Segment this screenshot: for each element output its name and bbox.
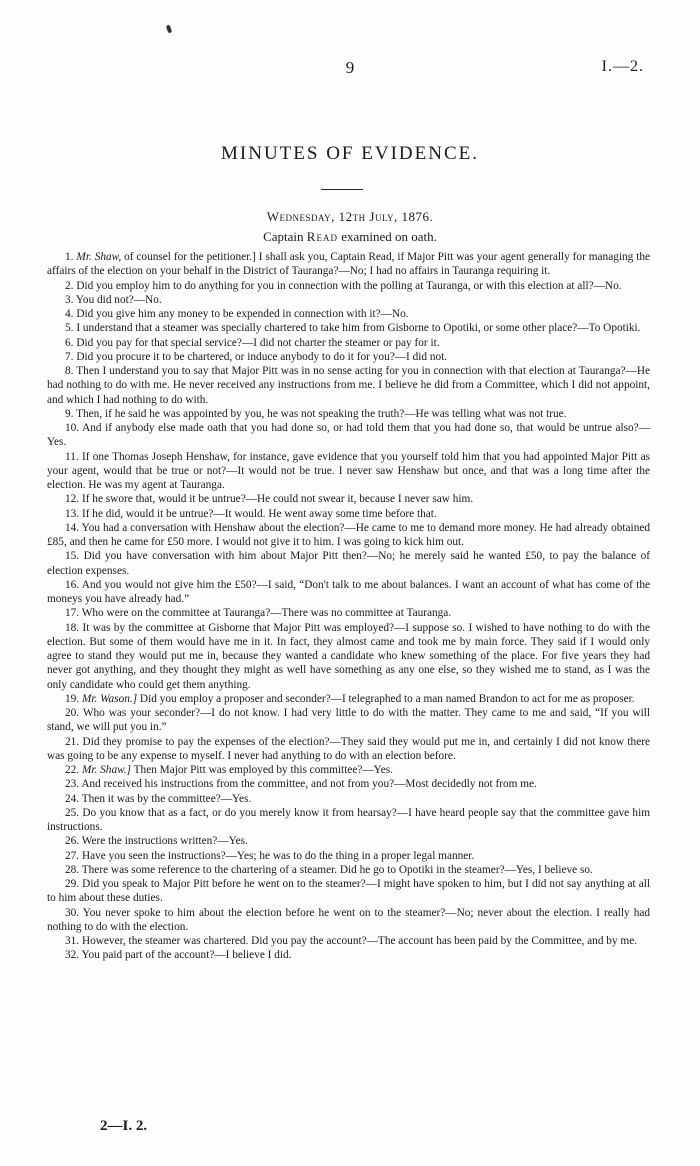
paragraph-text: Who was your seconder?—I do not know. I had very little to do with the matter. They came to me and said, “If you will stand, we will put you in.” [47, 707, 650, 734]
question-number: 2. [65, 279, 74, 292]
question-number: 20. [65, 707, 80, 719]
question-number: 7. [65, 350, 74, 363]
question-number: 32. [65, 949, 80, 962]
page-number: 9 [345, 58, 355, 77]
paragraph-text: Were the instructions written?—Yes. [81, 835, 248, 848]
paragraph-text: If one Thomas Joseph Henshaw, for instance, gave evidence that you yourself told him that you had appointed Major Pitt as your agent, would that be true or not?—It would not be true. I never saw Henshaw but once, and that was a long time after the election. He was my agent at Tauranga. [47, 450, 650, 491]
witness-heading [0, 229, 700, 245]
evidence-paragraph [47, 948, 650, 962]
paragraph-text: Do you know that as a fact, or do you merely know it from hearsay?—I have heard people say that the committee gave him instructions. [47, 806, 651, 833]
evidence-paragraph [47, 350, 650, 364]
question-number: 3. [65, 293, 74, 306]
question-number: 11. [65, 450, 79, 463]
evidence-paragraph [47, 336, 650, 350]
evidence-paragraph [47, 906, 650, 935]
evidence-paragraph [47, 621, 650, 692]
evidence-paragraph [47, 279, 650, 293]
question-number: 17. [65, 607, 80, 620]
evidence-paragraph [47, 806, 650, 835]
question-number: 10. [65, 422, 80, 434]
evidence-paragraph [47, 492, 650, 506]
witness-heading-pre: Captain [263, 229, 304, 244]
paragraph-text: Did you employ him to do anything for you in connection with the polling at Tauranga, or with this election at all?—No. [76, 279, 622, 292]
question-number: 18. [65, 621, 80, 634]
evidence-paragraph [47, 877, 650, 906]
evidence-paragraph [47, 706, 650, 735]
evidence-paragraph [47, 863, 650, 877]
evidence-paragraph [47, 792, 650, 806]
question-number: 6. [65, 336, 74, 349]
question-number: 1. [65, 251, 74, 263]
paragraph-text: Then, if he said he was appointed by you, he was not speaking the truth?—He was telling what was not true. [76, 407, 567, 420]
question-number: 4. [65, 308, 74, 320]
paragraph-text: Then it was by the committee?—Yes. [81, 792, 252, 805]
question-number: 14. [65, 521, 80, 534]
paragraph-text: You paid part of the account?—I believe I did. [81, 949, 292, 962]
evidence-paragraph [47, 421, 650, 450]
paragraph-text: Who were on the committee at Tauranga?—There was no committee at Tauranga. [81, 607, 452, 620]
paragraph-text: There was some reference to the chartering of a steamer. Did he go to Opotiki in the steamer?—Yes, I believe so. [81, 863, 593, 876]
evidence-body [47, 250, 650, 963]
speaker-name: Mr. Shaw.] [81, 764, 132, 776]
evidence-paragraph [47, 450, 650, 493]
question-number: 25. [65, 806, 80, 819]
question-number: 16. [65, 578, 80, 591]
speaker-name: Mr. Wason.] [81, 692, 138, 705]
paragraph-text: You had a conversation with Henshaw about the election?—He came to me to demand more money. He had already obtained £85, and then he came for £50 more. I would not give it to him. I was going to kick him out. [47, 521, 651, 548]
question-number: 29. [65, 878, 80, 890]
paragraph-text: And you would not give him the £50?—I said, “Don't talk to me about balances. I want an account of what has come of the moneys you have already had.” [47, 578, 650, 605]
question-number: 28. [65, 863, 80, 876]
paragraph-text: Did you employ a proposer and seconder?—I telegraphed to a man named Brandon to act for me as proposer. [137, 692, 635, 705]
evidence-paragraph [47, 763, 650, 777]
witness-name: Read [306, 229, 338, 244]
question-number: 26. [65, 835, 80, 848]
evidence-paragraph [47, 521, 650, 550]
evidence-paragraph [47, 364, 650, 407]
paragraph-text: Then Major Pitt was employed by this committee?—Yes. [131, 764, 393, 776]
question-number: 19. [65, 692, 80, 705]
paragraph-text: Did they promise to pay the expenses of the election?—They said they would put me in, and certainly I did not know there was going to be any expense to myself. I never had anything to do with an election before. [47, 735, 650, 762]
evidence-paragraph [47, 321, 650, 335]
evidence-paragraph [47, 692, 650, 706]
speaker-name: Mr. Shaw, [76, 251, 122, 263]
question-number: 23. [65, 778, 80, 791]
evidence-paragraph [47, 293, 650, 307]
question-number: 21. [65, 735, 80, 748]
witness-heading-post: examined on oath. [341, 229, 437, 244]
paragraph-text: Did you pay for that special service?—I did not charter the steamer or pay for it. [76, 336, 440, 349]
question-number: 27. [65, 849, 80, 862]
ink-speck [166, 25, 172, 34]
paragraph-text: You did not?—No. [75, 293, 162, 306]
evidence-paragraph [47, 934, 650, 948]
paragraph-text: And received his instructions from the committee, and not from you?—Most decidedly not from me. [81, 778, 537, 791]
evidence-paragraph [47, 578, 650, 607]
question-number: 12. [65, 493, 80, 506]
paragraph-text: Then I understand you to say that Major Pitt was in no sense acting for you in connection with that election at Tauranga?—He had nothing to do with me. He never received any instructions from me. I believe he did from a Committee, which I did not appoint, and which I had nothing to do with. [47, 365, 650, 406]
paragraph-text: of counsel for the petitioner.] I shall ask you, Captain Read, if Major Pitt was your agent generally for managing the affairs of the election on your behalf in the District of Tauranga?—No; I had no affairs in Tauranga requiring it. [47, 251, 651, 278]
question-number: 24. [65, 792, 80, 805]
paragraph-text: You never spoke to him about the election before he went on to the steamer?—No; never about the election. I really had nothing to do with the election. [47, 906, 651, 933]
paragraph-text: Did you speak to Major Pitt before he went on to the steamer?—I might have spoken to him, but I did not say anything at all to him about these duties. [47, 878, 650, 905]
question-number: 5. [65, 322, 74, 335]
question-number: 8. [65, 365, 74, 377]
paragraph-text: Did you have conversation with him about Major Pitt then?—No; he merely said he wanted £50, to pay the balance of election expenses. [47, 550, 650, 577]
title-rule [321, 189, 363, 190]
evidence-paragraph [47, 834, 650, 848]
question-number: 15. [65, 550, 80, 563]
question-number: 30. [65, 906, 80, 919]
paragraph-text: I understand that a steamer was specially chartered to take him from Gisborne to Opotiki, or some other place?—To Opotiki. [76, 322, 641, 335]
question-number: 13. [65, 507, 80, 520]
question-number: 22. [65, 764, 80, 776]
evidence-paragraph [47, 307, 650, 321]
document-reference: I.—2. [601, 58, 644, 75]
paragraph-text: However, the steamer was chartered. Did you pay the account?—The account has been paid by the Committee, and by me. [81, 935, 638, 947]
paragraph-text: And if anybody else made oath that you had done so, or had told them that you had done so, that would be untrue also?—Yes. [47, 422, 650, 449]
paragraph-text: Have you seen the instructions?—Yes; he was to do the thing in a proper legal manner. [81, 849, 475, 862]
evidence-paragraph [47, 606, 650, 620]
paragraph-text: If he did, would it be untrue?—It would. He went away some time before that. [81, 507, 437, 520]
evidence-paragraph [47, 250, 650, 279]
paragraph-text: Did you give him any money to be expended in connection with it?—No. [76, 308, 409, 320]
question-number: 9. [65, 407, 74, 420]
session-date: Wednesday, 12th July, 1876. [266, 209, 434, 224]
footer-signature: 2—I. 2. [100, 1118, 148, 1134]
paragraph-text: It was by the committee at Gisborne that Major Pitt was employed?—I suppose so. I wished to have nothing to do with the election. But some of them would have me in it. In fact, they almost came and took me by main force. They said if I would only agree to stand they would put me in, because they wanted a candidate who knew something of the place. For five years they had never got anything, and they thought they might as well have something as any one else, so they wished me to stand, as I was the only candidate who could get them anything. [47, 621, 650, 691]
evidence-paragraph [47, 549, 650, 578]
evidence-paragraph [47, 849, 650, 863]
evidence-paragraph [47, 407, 650, 421]
paragraph-text: Did you procure it to be chartered, or induce anybody to do it for you?—I did not. [76, 350, 448, 363]
evidence-paragraph [47, 507, 650, 521]
question-number: 31. [65, 935, 80, 947]
evidence-paragraph [47, 735, 650, 764]
evidence-paragraph [47, 777, 650, 791]
paragraph-text: If he swore that, would it be untrue?—He could not swear it, because I never saw him. [81, 493, 474, 506]
page-title: MINUTES OF EVIDENCE. [221, 143, 479, 164]
